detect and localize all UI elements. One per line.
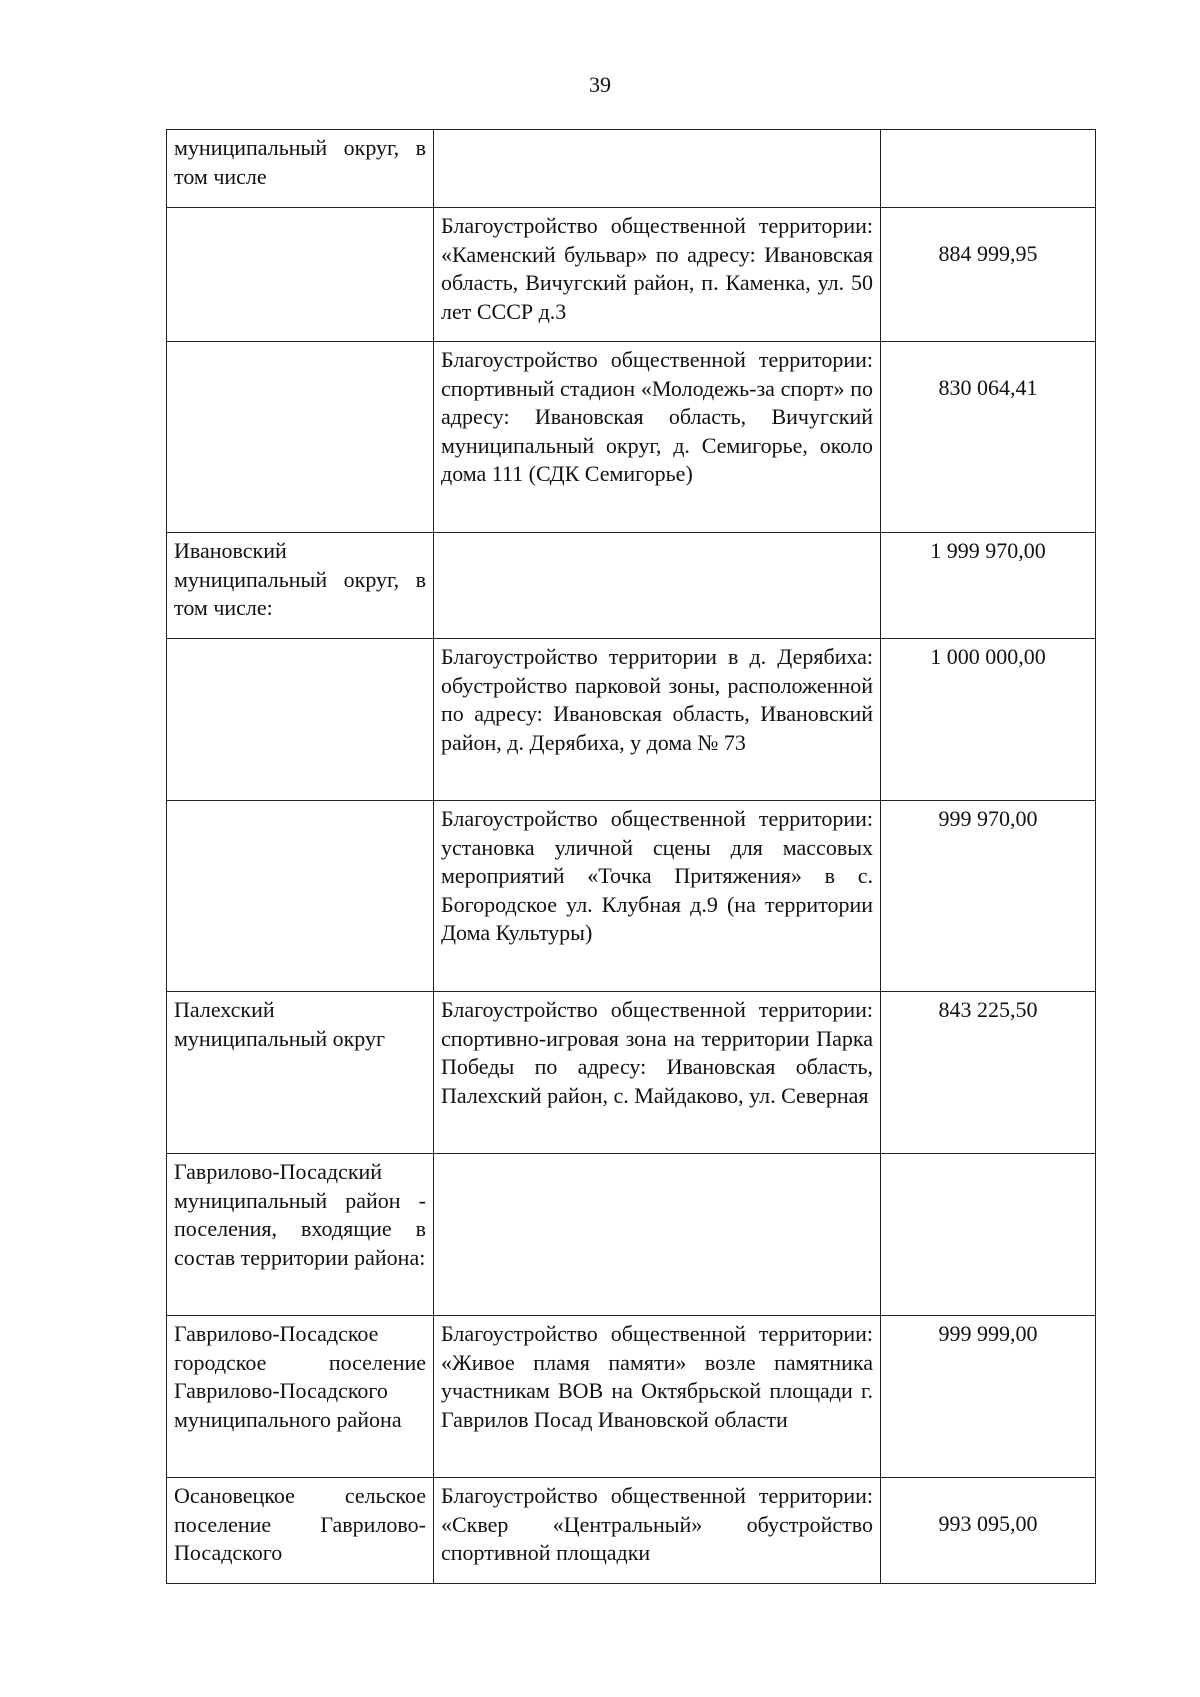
- object-cell: [434, 1154, 881, 1316]
- object-cell: [434, 533, 881, 639]
- municipality-cell: Ивановский муниципальный округ, в том числе:: [167, 533, 434, 639]
- funding-table: [166, 129, 1096, 1584]
- table-row: [167, 639, 1096, 801]
- amount-cell: [881, 1154, 1096, 1316]
- municipality-cell: Гаврилово-Посадский муниципальный район - поселения, входящие в состав территории района:: [167, 1154, 434, 1316]
- amount-value: 884 999,95: [938, 241, 1038, 266]
- municipality-cell: [167, 208, 434, 342]
- table-row: [167, 533, 1096, 639]
- amount-cell: [881, 208, 1096, 342]
- table-row: [167, 1478, 1096, 1584]
- amount-cell: 999 999,00: [881, 1316, 1096, 1478]
- table-row: [167, 992, 1096, 1154]
- object-cell: Благоустройство общественной территории: «Живое пламя памяти» возле памятника участникам ВОВ на Октябрьской площади г. Гаврилов Посад Ивановской области: [434, 1316, 881, 1478]
- amount-cell: [881, 342, 1096, 533]
- amount-cell: 999 970,00: [881, 801, 1096, 992]
- table-row: [167, 1316, 1096, 1478]
- object-cell: [434, 130, 881, 208]
- object-cell: Благоустройство общественной территории: «Каменский бульвар» по адресу: Ивановская область, Вичугский район, п. Каменка, ул. 50 лет СССР д.3: [434, 208, 881, 342]
- amount-cell: 1 000 000,00: [881, 639, 1096, 801]
- municipality-cell: Палехский муниципальный округ: [167, 992, 434, 1154]
- page-number: 39: [589, 72, 611, 97]
- amount-value: 830 064,41: [938, 375, 1038, 400]
- object-cell: Благоустройство общественной территории: спортивный стадион «Молодежь-за спорт» по адресу: Ивановская область, Вичугский муниципальный округ, д. Семигорье, около дома 111 (СДК Семигорье): [434, 342, 881, 533]
- amount-cell: [881, 1478, 1096, 1584]
- municipality-cell: Гаврилово-Посадское городское поселение Гаврилово-Посадского муниципального района: [167, 1316, 434, 1478]
- municipality-cell: муниципальный округ, в том числе: [167, 130, 434, 208]
- table-row: [167, 801, 1096, 992]
- table-row: [167, 1154, 1096, 1316]
- municipality-cell: [167, 342, 434, 533]
- object-cell: Благоустройство общественной территории: «Сквер «Центральный» обустройство спортивной площадки: [434, 1478, 881, 1584]
- amount-cell: 1 999 970,00: [881, 533, 1096, 639]
- municipality-cell: Осановецкое сельское поселение Гаврилово-Посадского: [167, 1478, 434, 1584]
- object-cell: Благоустройство общественной территории: установка уличной сцены для массовых мероприятий «Точка Притяжения» в с. Богородское ул. Клубная д.9 (на территории Дома Культуры): [434, 801, 881, 992]
- table-row: [167, 342, 1096, 533]
- object-cell: Благоустройство общественной территории: спортивно-игровая зона на территории Парка Победы по адресу: Ивановская область, Палехский район, с. Майдаково, ул. Северная: [434, 992, 881, 1154]
- table-row: [167, 130, 1096, 208]
- amount-cell: 843 225,50: [881, 992, 1096, 1154]
- amount-value: 993 095,00: [938, 1511, 1038, 1536]
- table-row: [167, 208, 1096, 342]
- municipality-cell: [167, 639, 434, 801]
- object-cell: Благоустройство территории в д. Дерябиха: обустройство парковой зоны, расположенной по адресу: Ивановская область, Ивановский район, д. Дерябиха, у дома № 73: [434, 639, 881, 801]
- amount-cell: [881, 130, 1096, 208]
- municipality-cell: [167, 801, 434, 992]
